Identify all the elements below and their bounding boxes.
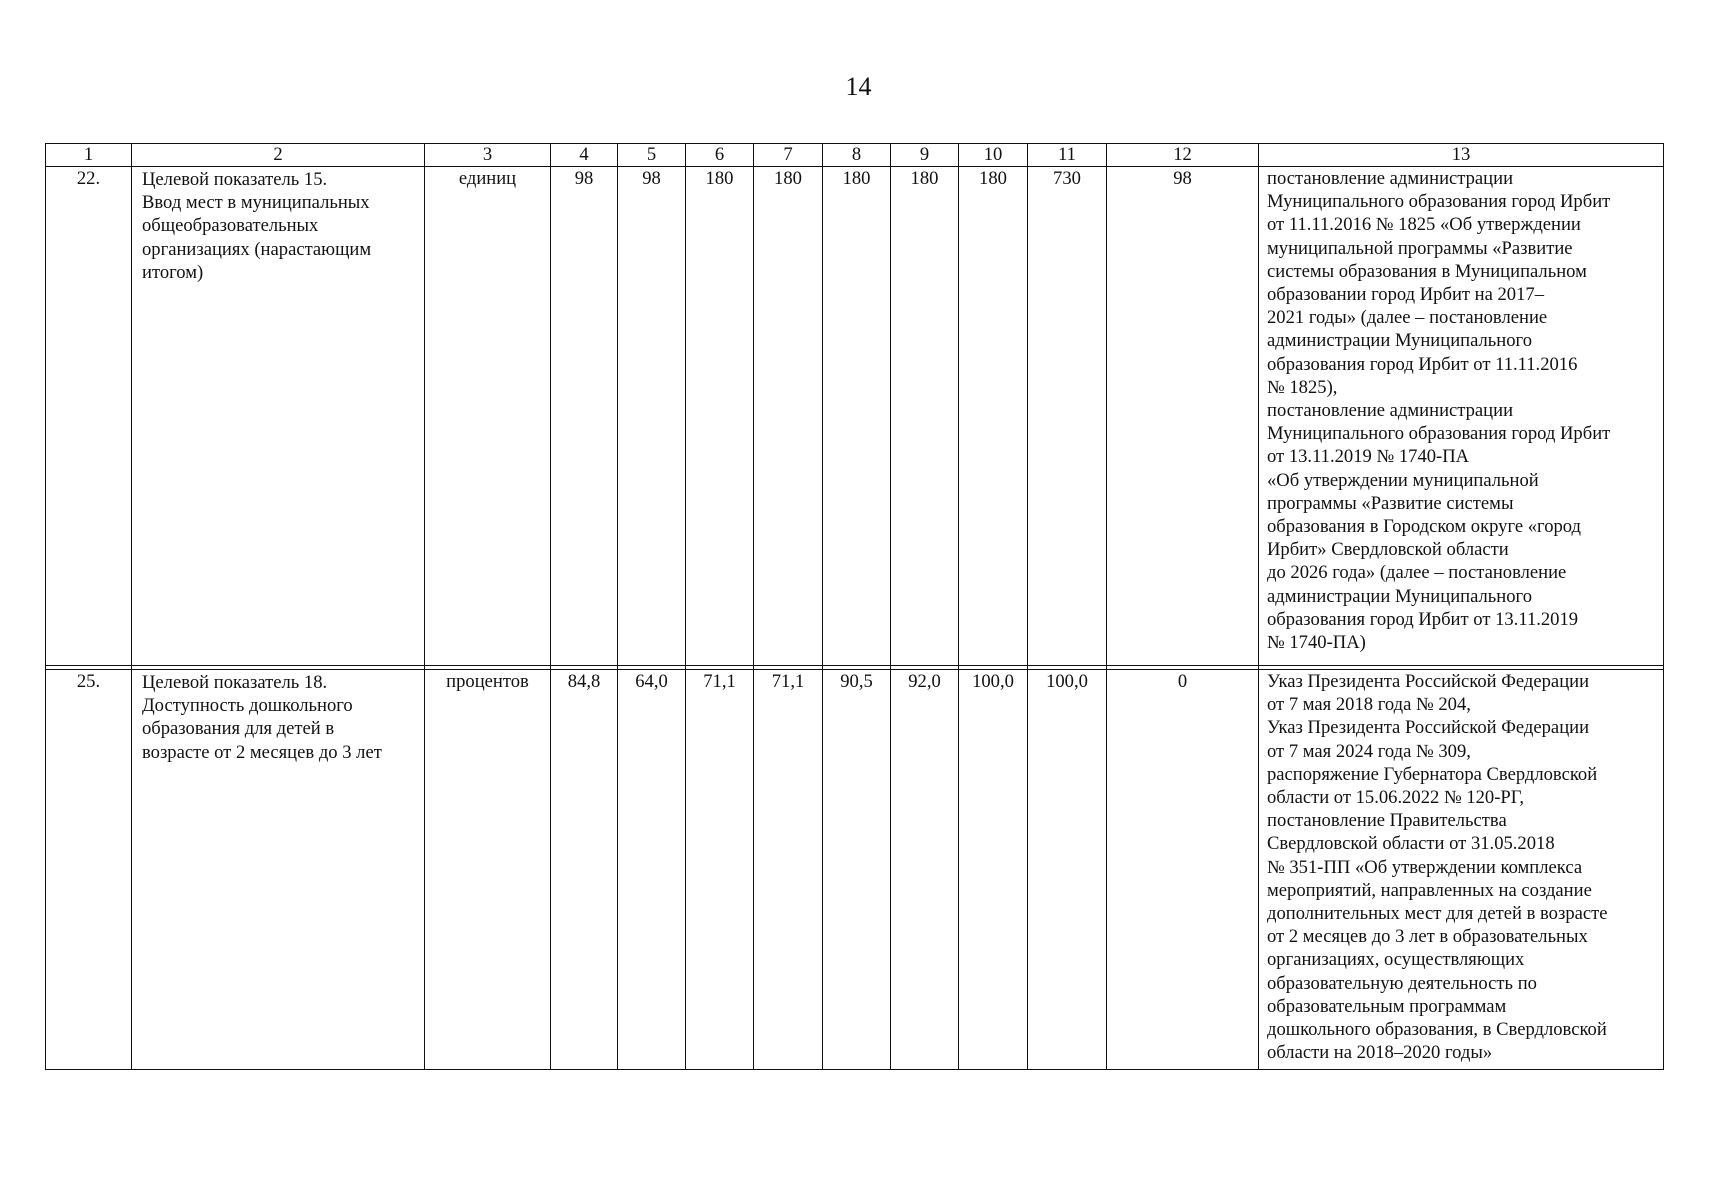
column-header: 13 [1259,144,1664,167]
text-line: Муниципального образования город Ирбит [1267,423,1611,445]
text-line: муниципальной программы «Развитие [1267,237,1573,259]
value-cell: 100,0 [959,670,1028,1070]
text-line: Муниципального образования город Ирбит [1267,191,1611,213]
text-line: № 1825), [1267,376,1338,398]
text-line: Ввод мест в муниципальных [142,192,370,214]
value-cell: 64,0 [618,670,686,1070]
value-cell: 92,0 [891,670,959,1070]
text-line: области на 2018–2020 годы» [1267,1042,1493,1064]
column-header: 2 [132,144,425,167]
value-cell: 98 [1107,167,1259,666]
text-line: «Об утверждении муниципальной [1267,469,1539,491]
indicators-table [45,143,1664,1070]
text-line: образования город Ирбит от 11.11.2016 [1267,353,1578,375]
unit-cell: процентов [425,670,551,1070]
text-line: Целевой показатель 18. [142,672,328,693]
text-line: от 7 мая 2018 года № 204, [1267,694,1471,716]
text-line: постановление администрации [1267,400,1514,422]
row-number: 22. [46,167,132,666]
column-header: 10 [959,144,1028,167]
indicator-name [132,167,425,666]
column-header: 7 [754,144,823,167]
text-line: образовательным программам [1267,995,1507,1017]
text-line: программы «Развитие системы [1267,492,1514,514]
value-cell: 71,1 [686,670,754,1070]
text-line: от 13.11.2019 № 1740-ПА [1267,446,1470,468]
text-line: Указ Президента Российской Федерации [1267,671,1590,692]
value-cell: 0 [1107,670,1259,1070]
column-header: 8 [823,144,891,167]
text-line: № 1740-ПА) [1267,632,1366,654]
text-line: Доступность дошкольного [142,695,353,717]
text-line: администрации Муниципального [1267,585,1532,607]
text-line: от 11.11.2016 № 1825 «Об утверждении [1267,214,1581,236]
column-header: 4 [551,144,618,167]
indicator-name [132,670,425,1070]
column-header: 5 [618,144,686,167]
value-cell: 180 [959,167,1028,666]
unit-cell: единиц [425,167,551,666]
text-line: распоряжение Губернатора Свердловской [1267,763,1598,785]
value-cell: 90,5 [823,670,891,1070]
document-sheet [45,143,1664,1070]
column-header: 9 [891,144,959,167]
text-line: Свердловской области от 31.05.2018 [1267,833,1555,855]
value-cell: 98 [618,167,686,666]
legal-basis [1259,670,1664,1070]
text-line: 2021 годы» (далее – постановление [1267,307,1548,329]
text-line: образования город Ирбит от 13.11.2019 [1267,608,1579,630]
legal-basis [1259,167,1664,666]
value-cell: 84,8 [551,670,618,1070]
text-line: образования для детей в [142,718,335,740]
text-line: организациях (нарастающим [142,238,372,260]
text-line: образовании город Ирбит на 2017– [1267,284,1544,306]
value-cell: 98 [551,167,618,666]
value-cell: 71,1 [754,670,823,1070]
text-line: дошкольного образования, в Свердловской [1267,1019,1607,1041]
row-number: 25. [46,670,132,1070]
value-cell: 180 [891,167,959,666]
column-header: 3 [425,144,551,167]
value-cell: 180 [823,167,891,666]
value-cell: 180 [754,167,823,666]
column-header: 11 [1028,144,1107,167]
text-line: системы образования в Муниципальном [1267,260,1587,282]
text-line: итогом) [142,261,204,283]
column-header: 6 [686,144,754,167]
text-line: возрасте от 2 месяцев до 3 лет [142,741,382,763]
column-header: 1 [46,144,132,167]
column-number-row [46,144,1664,167]
text-line: Целевой показатель 15. [142,169,328,190]
table-row [46,167,1664,666]
value-cell: 730 [1028,167,1107,666]
value-cell: 180 [686,167,754,666]
text-line: общеобразовательных [142,215,319,237]
text-line: дополнительных мест для детей в возрасте [1267,903,1608,925]
text-line: Указ Президента Российской Федерации [1267,717,1590,739]
text-line: мероприятий, направленных на создание [1267,879,1592,901]
text-line: образовательную деятельность по [1267,972,1537,994]
text-line: до 2026 года» (далее – постановление [1267,562,1567,584]
text-line: от 2 месяцев до 3 лет в образовательных [1267,926,1588,948]
text-line: организациях, осуществляющих [1267,949,1525,971]
text-line: области от 15.06.2022 № 120-РГ, [1267,787,1525,809]
text-line: образования в Городском округе «город [1267,516,1582,538]
text-line: администрации Муниципального [1267,330,1532,352]
value-cell: 100,0 [1028,670,1107,1070]
text-line: от 7 мая 2024 года № 309, [1267,740,1471,762]
text-line: постановление администрации [1267,168,1514,189]
text-line: постановление Правительства [1267,810,1507,832]
text-line: № 351-ПП «Об утверждении комплекса [1267,856,1583,878]
text-line: Ирбит» Свердловской области [1267,539,1509,561]
column-header: 12 [1107,144,1259,167]
page-number: 14 [845,72,872,101]
table-row [46,670,1664,1070]
